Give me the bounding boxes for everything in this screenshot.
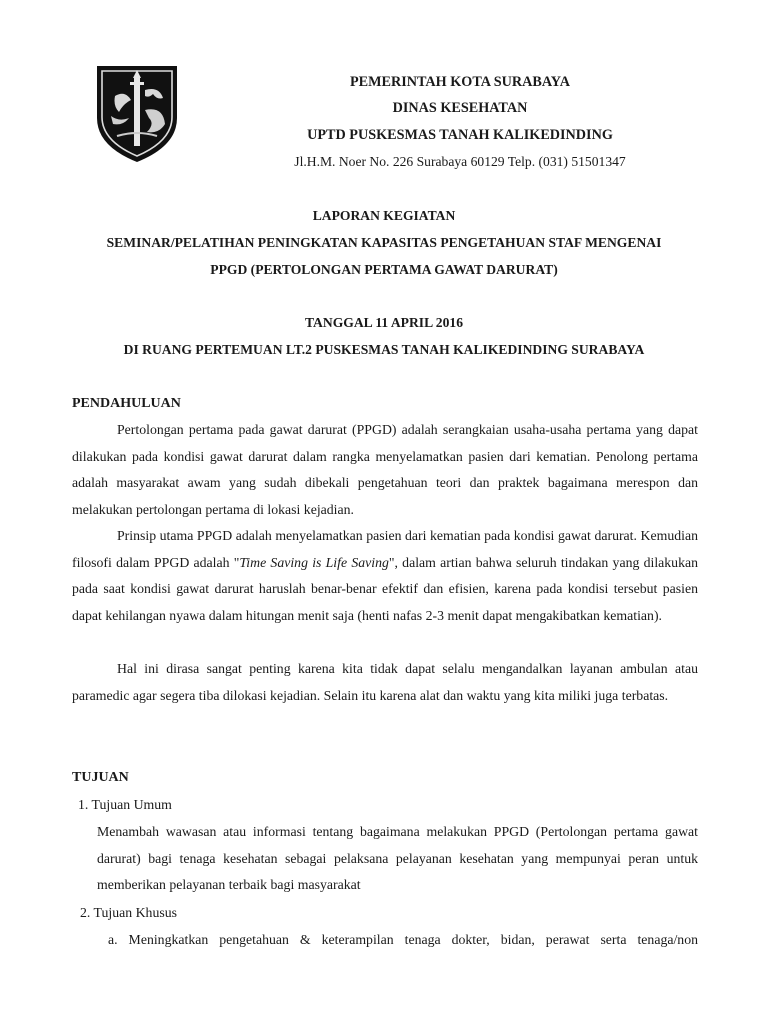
list-item-tujuan-umum: 1. Tujuan Umum bbox=[78, 797, 172, 812]
surabaya-emblem-logo bbox=[93, 60, 181, 164]
list-item-tujuan-khusus-a bbox=[108, 932, 698, 948]
italic-phrase: Time Saving is Life Saving bbox=[239, 554, 389, 570]
header-address: Jl.H.M. Noer No. 226 Surabaya 60129 Telp. (031) 51501347 bbox=[294, 154, 626, 169]
report-location: DI RUANG PERTEMUAN LT.2 PUSKESMAS TANAH KALIKEDINDING SURABAYA bbox=[123, 342, 645, 357]
section-heading-tujuan: TUJUAN bbox=[72, 770, 129, 785]
header-government: PEMERINTAH KOTA SURABAYA bbox=[350, 74, 570, 90]
section-heading-pendahuluan: PENDAHULUAN bbox=[72, 396, 181, 411]
report-title: LAPORAN KEGIATAN bbox=[312, 208, 456, 223]
justified-line: a. Meningkatkan pengetahuan & keterampilan tenaga dokter, bidan, perawat serta tenaga/non bbox=[108, 932, 698, 947]
list-item-tujuan-khusus: 2. Tujuan Khusus bbox=[80, 905, 177, 920]
paragraph-pendahuluan-1: Pertolongan pertama pada gawat darurat (PPGD) adalah serangkaian usaha-usaha pertama yang dapat dilakukan pada kondisi gawat darurat dalam rangka menyelamatkan pasien dari kematian. Penolong pertama adalah masyarakat awam yang sudah dibekali pengetahuan teori dan praktek bagaimana merespon dan melakukan pertolongan pertama di lokasi kejadian. bbox=[72, 422, 698, 517]
paragraph-pendahuluan-3: Hal ini dirasa sangat penting karena kita tidak dapat selalu mengandalkan layanan ambulan atau paramedic agar segera tiba dilokasi kejadian. Selain itu karena alat dan waktu yang kita miliki juga terbatas. bbox=[72, 661, 698, 703]
report-subtitle: SEMINAR/PELATIHAN PENINGKATAN KAPASITAS PENGETAHUAN STAF MENGENAI bbox=[106, 235, 662, 250]
report-subtitle-2: PPGD (PERTOLONGAN PERTAMA GAWAT DARURAT) bbox=[210, 262, 558, 277]
report-date: TANGGAL 11 APRIL 2016 bbox=[305, 315, 463, 330]
paragraph-pendahuluan-2: Prinsip utama PPGD adalah menyelamatkan pasien dari kematian pada kondisi gawat darurat. Kemudian filosofi dalam PPGD adalah "Time Saving is Life Saving", dalam artian bahwa seluruh tindakan yang dilakukan pada saat kondisi gawat darurat haruslah benar-benar efektif dan efisien, karena pada kondisi tersebut pasien dapat kehilangan nyawa dalam hitungan menit saja (henti nafas 2-3 menit dapat mengakibatkan kematian). bbox=[72, 528, 698, 623]
header-department: DINAS KESEHATAN bbox=[392, 100, 528, 116]
header-institution: UPTD PUSKESMAS TANAH KALIKEDINDING bbox=[307, 127, 613, 143]
paragraph-tujuan-umum: Menambah wawasan atau informasi tentang bagaimana melakukan PPGD (Pertolongan pertama gawat darurat) bagi tenaga kesehatan sebagai pelaksana pelayanan kesehatan yang mempunyai peran untuk memberikan pelayanan terbaik bagi masyarakat bbox=[97, 824, 698, 893]
